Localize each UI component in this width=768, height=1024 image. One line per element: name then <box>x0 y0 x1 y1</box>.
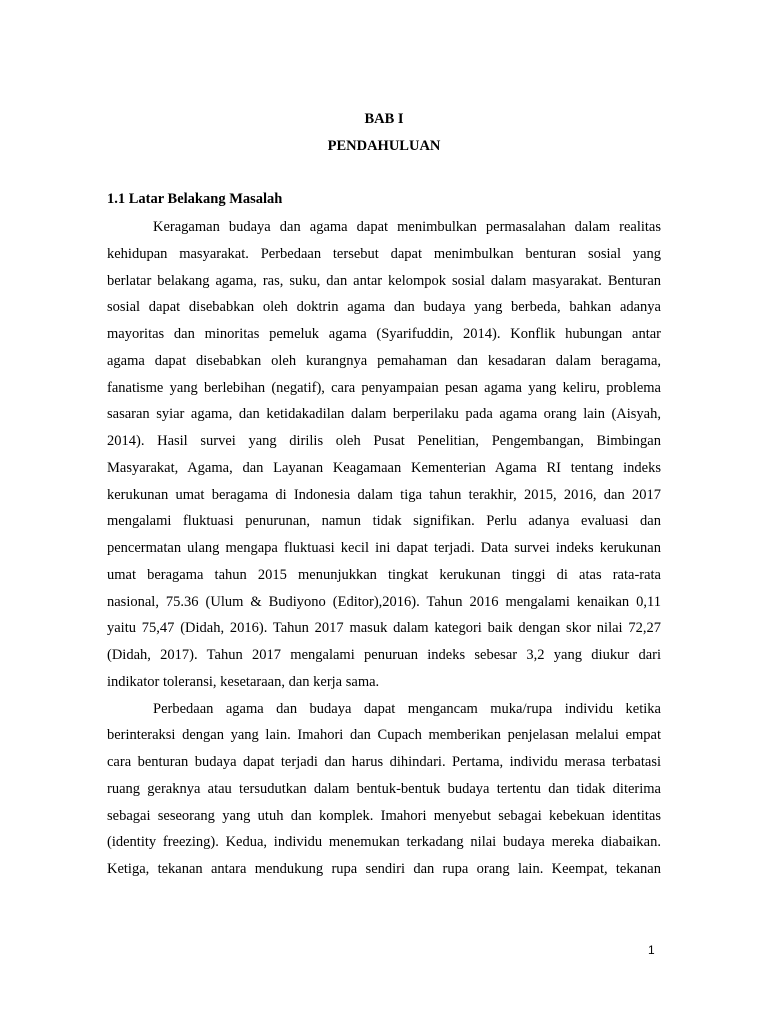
text-line: indikator toleransi, kesetaraan, dan kerja sama. <box>107 673 380 690</box>
text-line: Ketiga, tekanan antara mendukung rupa sendiri dan rupa orang lain. Keempat, tekanan <box>107 861 661 877</box>
text-line: Masyarakat, Agama, dan Layanan Keagamaan Kementerian Agama RI tentang indeks <box>107 459 661 476</box>
text-line: ruang geraknya atau tersudutkan dalam bentuk-bentuk budaya tertentu dan tidak diterima <box>107 780 661 797</box>
text-line: (Didah, 2017). Tahun 2017 mengalami penuruan indeks sebesar 3,2 yang diukur dari <box>107 647 661 663</box>
text-line: sosial dapat disebabkan oleh doktrin agama dan budaya yang berbeda, bahkan adanya <box>107 299 661 316</box>
text-line: Perbedaan agama dan budaya dapat mengancam muka/rupa individu ketika <box>153 700 661 717</box>
text-line: umat beragama tahun 2015 menunjukkan tingkat kerukunan tinggi di atas rata-rata <box>107 566 661 583</box>
text-line: kerukunan umat beragama di Indonesia dalam tiga tahun terakhir, 2015, 2016, dan 2017 <box>107 486 661 503</box>
text-line: berlatar belakang agama, ras, suku, dan antar kelompok sosial dalam masyarakat. Benturan <box>107 272 661 289</box>
text-line: sebagai seseorang yang utuh dan komplek. Imahori menyebut sebagai kebekuan identitas <box>107 807 661 824</box>
page-number: 1 <box>648 943 655 957</box>
text-line: cara benturan budaya dapat terjadi dan harus dihindari. Pertama, individu merasa terbatasi <box>107 754 661 770</box>
paragraph-1 <box>107 214 661 696</box>
text-line: (identity freezing). Kedua, individu menemukan terkadang nilai budaya mereka diabaikan. <box>107 834 661 851</box>
text-line: mengalami fluktuasi penurunan, namun tidak signifikan. Perlu adanya evaluasi dan <box>107 513 661 530</box>
text-line: nasional, 75.36 (Ulum & Budiyono (Editor),2016). Tahun 2016 mengalami kenaikan 0,11 <box>107 593 661 610</box>
text-line: yaitu 75,47 (Didah, 2016). Tahun 2017 masuk dalam kategori baik dengan skor nilai 72,27 <box>107 620 661 637</box>
text-line: 2014). Hasil survei yang dirilis oleh Pusat Penelitian, Pengembangan, Bimbingan <box>107 433 661 449</box>
text-line: kehidupan masyarakat. Perbedaan tersebut dapat menimbulkan benturan sosial yang <box>107 245 661 262</box>
text-line: Keragaman budaya dan agama dapat menimbulkan permasalahan dalam realitas <box>153 219 661 235</box>
text-line: pencermatan ulang mengapa fluktuasi kecil ini dapat terjadi. Data survei indeks kerukunan <box>107 540 661 556</box>
text-line: berinteraksi dengan yang lain. Imahori dan Cupach memberikan penjelasan melalui empat <box>107 727 661 744</box>
text-line: sasaran syiar agama, dan ketidakadilan dalam berperilaku pada agama orang lain (Aisyah, <box>107 406 661 423</box>
section-heading: 1.1 Latar Belakang Masalah <box>107 191 283 207</box>
paragraph-2 <box>107 696 661 883</box>
chapter-number: BAB I <box>364 111 404 127</box>
body-text <box>107 214 661 883</box>
text-line: agama dapat disebabkan oleh kurangnya pemahaman dan kesadaran dalam beragama, <box>107 352 661 369</box>
text-line: fanatisme yang berlebihan (negatif), cara penyampaian pesan agama yang keliru, problema <box>107 379 661 396</box>
text-line: mayoritas dan minoritas pemeluk agama (Syarifuddin, 2014). Konflik hubungan antar <box>107 326 661 342</box>
chapter-title: PENDAHULUAN <box>327 138 441 154</box>
